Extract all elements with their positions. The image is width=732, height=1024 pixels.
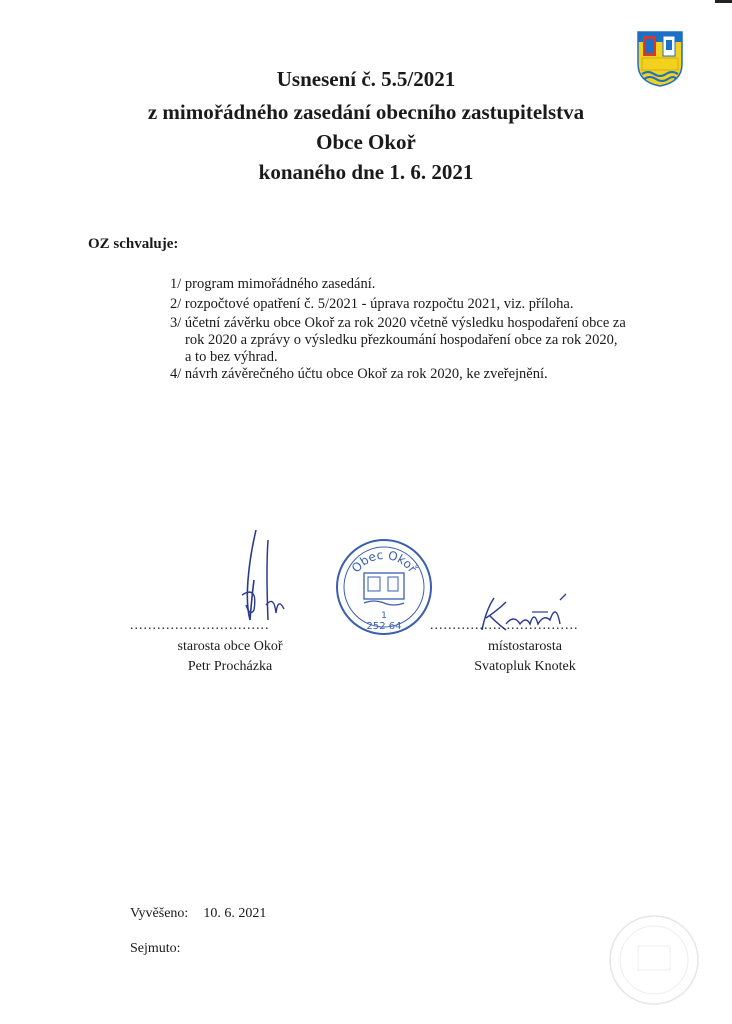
official-stamp — [334, 537, 434, 642]
corner-mark — [715, 0, 732, 3]
item-number: 3/ — [170, 315, 182, 331]
item-text: účetní závěrku obce Okoř za rok 2020 včetně výsledku hospodaření obce za — [184, 315, 626, 331]
signatory-name: Svatopluk Knotek — [474, 659, 576, 674]
title-line-4: konaného dne 1. 6. 2021 — [258, 160, 474, 184]
item-text: návrh závěrečného účtu obce Okoř za rok 2020, ke zveřejnění. — [184, 366, 548, 382]
posted-row — [130, 906, 266, 922]
stamp-postal-code: 252 64 — [366, 621, 402, 632]
item-text-continuation: a to bez výhrad. — [185, 349, 278, 365]
resolution-heading: OZ schvaluje: — [88, 236, 179, 252]
posted-date: 10. 6. 2021 — [203, 906, 267, 921]
title-line-1: Usnesení č. 5.5/2021 — [276, 67, 456, 91]
signature-line-left: ............................... — [130, 618, 270, 633]
stamp-top-text: Obec Okoř — [348, 547, 420, 576]
signatory-role: starosta obce Okoř — [177, 639, 283, 654]
title-line-2: z mimořádného zasedání obecního zastupitelstva — [147, 100, 585, 124]
signature-caption-left — [140, 637, 320, 677]
signature-caption-right — [440, 637, 610, 677]
item-text: rozpočtové opatření č. 5/2021 - úprava rozpočtu 2021, viz. příloha. — [184, 296, 574, 312]
stamp-number: 1 — [381, 611, 387, 621]
item-number: 4/ — [170, 366, 182, 382]
resolution-item — [170, 315, 640, 366]
signatory-name: Petr Procházka — [187, 659, 273, 674]
removed-label: Sejmuto: — [130, 941, 181, 956]
signatory-role: místostarosta — [488, 639, 562, 654]
resolution-item — [170, 366, 640, 383]
title-line-3: Obce Okoř — [316, 130, 416, 154]
signature-left — [228, 525, 308, 630]
item-text: program mimořádného zasedání. — [184, 276, 376, 292]
item-number: 1/ — [170, 276, 182, 292]
resolution-item — [170, 276, 640, 293]
svg-text:Obec Okoř — [349, 548, 420, 576]
signature-line-right: ................................. — [430, 618, 579, 633]
posted-label: Vyvěšeno: — [130, 906, 189, 921]
resolution-item — [170, 296, 640, 313]
item-number: 2/ — [170, 296, 182, 312]
item-text-continuation: rok 2020 a zprávy o výsledku přezkoumání hospodaření obce za rok 2020, — [185, 332, 618, 348]
embossed-seal — [606, 912, 702, 1013]
